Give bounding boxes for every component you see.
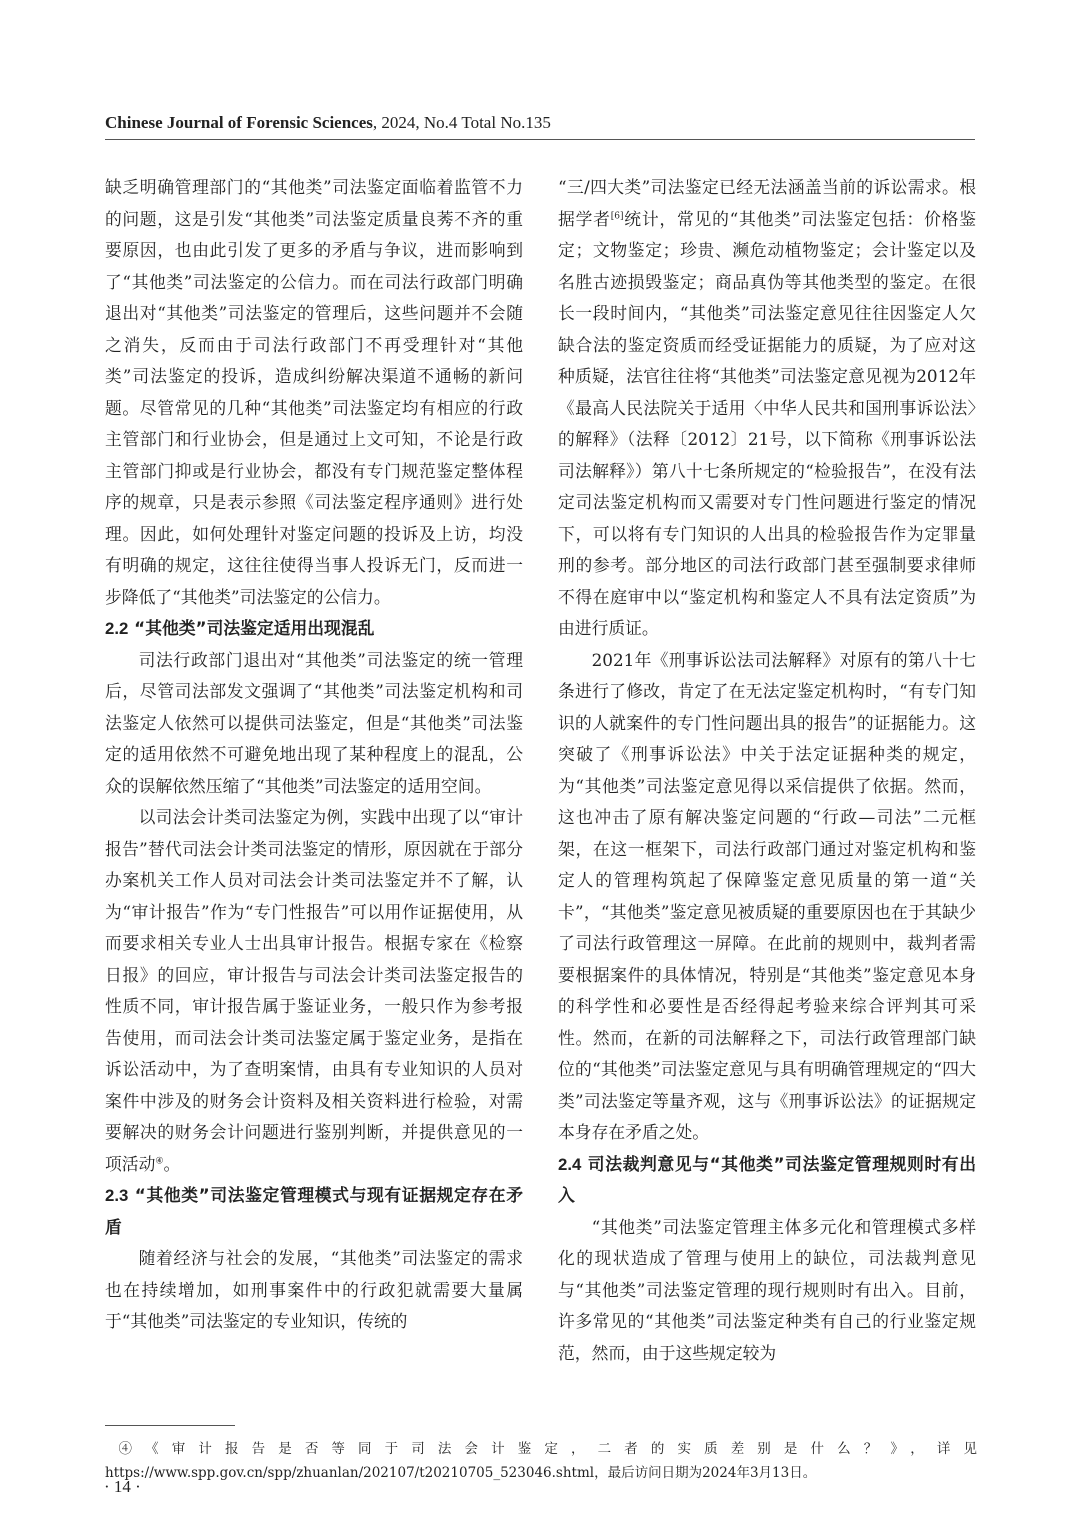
section-title: “其他类”司法鉴定管理模式与现有证据规定存在矛盾 — [105, 1185, 523, 1237]
header-rule — [105, 139, 975, 140]
footnote-ref[interactable]: ④ — [155, 1155, 164, 1166]
section-heading-2-2 — [105, 613, 523, 645]
paragraph-text: 统计，常见的“其他类”司法鉴定包括：价格鉴定；文物鉴定；珍贵、濒危动植物鉴定；会计鉴定以及名胜古迹损毁鉴定；商品真伪等其他类型的鉴定。在很长一段时间内，“其他类”司法鉴定意见往往因鉴定人欠缺合法的鉴定资质而经受证据能力的质疑，为了应对这种质疑，法官往往将“其他类”司法鉴定意见视为2012年《最高人民法院关于适用〈中华人民共和国刑事诉讼法〉的解释》（法释〔2012〕21号，以下简称《刑事诉讼法司法解释》）第八十七条所规定的“检验报告”，在没有法定司法鉴定机构而又需要对专门性问题进行鉴定的情况下，可以将有专门知识的人出具的检验报告作为定罪量刑的参考。部分地区的司法行政部门甚至强制要求律师不得在庭审中以“鉴定机构和鉴定人不具有法定资质”为由进行质证。 — [558, 208, 976, 638]
paragraph: 缺乏明确管理部门的“其他类”司法鉴定面临着监管不力的问题，这是引发“其他类”司法鉴定质量良莠不齐的重要原因，也由此引发了更多的矛盾与争议，进而影响到了“其他类”司法鉴定的公信力。而在司法行政部门明确退出对“其他类”司法鉴定的管理后，这些问题并不会随之消失，反而由于司法行政部门不再受理针对“其他类”司法鉴定的投诉，造成纠纷解决渠道不通畅的新问题。尽管常见的几种“其他类”司法鉴定均有相应的行政主管部门和行业协会，但是通过上文可知，不论是行政主管部门抑或是行业协会，都没有专门规范鉴定整体程序的规章，只是表示参照《司法鉴定程序通则》进行处理。因此，如何处理针对鉴定问题的投诉及上访，均没有明确的规定，这往往使得当事人投诉无门，反而进一步降低了“其他类”司法鉴定的公信力。 — [105, 177, 523, 607]
running-header — [105, 113, 977, 133]
paragraph: 随着经济与社会的发展，“其他类”司法鉴定的需求也在持续增加，如刑事案件中的行政犯就需要大量属于“其他类”司法鉴定的专业知识，传统的 — [105, 1248, 523, 1331]
footnote-rule — [105, 1425, 235, 1426]
section-title: “其他类”司法鉴定适用出现混乱 — [128, 618, 375, 638]
page-number: · 14 · — [104, 1477, 141, 1496]
section-heading-2-4 — [558, 1149, 976, 1212]
paragraph-text: “三/四大类”司法鉴定已经无法涵盖当前的诉讼需求。根据学者 — [558, 177, 976, 229]
section-heading-2-3 — [105, 1180, 523, 1243]
right-column — [558, 172, 976, 1369]
paragraph-end: 。 — [163, 1153, 181, 1174]
paragraph — [558, 172, 976, 645]
section-number: 2.3 — [105, 1186, 129, 1205]
paragraph: 司法行政部门退出对“其他类”司法鉴定的统一管理后，尽管司法部发文强调了“其他类”司法鉴定机构和司法鉴定人依然可以提供司法鉴定，但是“其他类”司法鉴定的适用依然不可避免地出现了某种程度上的混乱，公众的误解依然压缩了“其他类”司法鉴定的适用空间。 — [105, 649, 523, 796]
section-number: 2.4 — [558, 1154, 582, 1174]
paragraph — [105, 802, 523, 1180]
left-column — [105, 172, 523, 1338]
section-number: 2.2 — [105, 619, 129, 638]
footnote — [105, 1437, 977, 1485]
footnote-text: ④《审计报告是否等同于司法会计鉴定，二者的实质差别是什么？》，详见 https://www.spp.gov.cn/spp/zhuanlan/202107/t20210705_523046.shtml，最后访问日期为2024年3月13日。 — [105, 1441, 977, 1481]
issue-info: , 2024, No.4 Total No.135 — [372, 113, 551, 132]
paragraph-text: 以司法会计类司法鉴定为例，实践中出现了以“审计报告”替代司法会计类司法鉴定的情形，原因就在于部分办案机关工作人员对司法会计类司法鉴定并不了解，认为“审计报告”作为“专门性报告”可以用作证据使用，从而要求相关专业人士出具审计报告。根据专家在《检察日报》的回应，审计报告与司法会计类司法鉴定报告的性质不同，审计报告属于鉴证业务，一般只作为参考报告使用，而司法会计类司法鉴定属于鉴定业务，是指在诉讼活动中，为了查明案情，由具有专业知识的人员对案件中涉及的财务会计资料及相关资料进行检验，对需要解决的财务会计问题进行鉴别判断，并提供意见的一项活动 — [105, 807, 523, 1174]
paragraph: 2021年《刑事诉讼法司法解释》对原有的第八十七条进行了修改，肯定了在无法定鉴定机构时，“有专门知识的人就案件的专门性问题出具的报告”的证据能力。这突破了《刑事诉讼法》中关于法定证据种类的规定，为“其他类”司法鉴定意见得以采信提供了依据。然而，这也冲击了原有解决鉴定问题的“行政—司法”二元框架，在这一框架下，司法行政部门通过对鉴定机构和鉴定人的管理构筑起了保障鉴定意见质量的第一道“关卡”，“其他类”鉴定意见被质疑的重要原因也在于其缺少了司法行政管理这一屏障。在此前的规则中，裁判者需要根据案件的具体情况，特别是“其他类”鉴定意见本身的科学性和必要性是否经得起考验来综合评判其可采性。然而，在新的司法解释之下，司法行政管理部门缺位的“其他类”司法鉴定意见与具有明确管理规定的“四大类”司法鉴定等量齐观，这与《刑事诉讼法》的证据规定本身存在矛盾之处。 — [558, 649, 976, 1142]
section-title: 司法裁判意见与“其他类”司法鉴定管理规则时有出入 — [558, 1153, 976, 1205]
journal-title: Chinese Journal of Forensic Sciences — [105, 113, 373, 132]
citation-ref[interactable]: [6] — [610, 210, 624, 221]
paragraph: “其他类”司法鉴定管理主体多元化和管理模式多样化的现状造成了管理与使用上的缺位，司法裁判意见与“其他类”司法鉴定管理的现行规则时有出入。目前，许多常见的“其他类”司法鉴定种类有自己的行业鉴定规范，然而，由于这些规定较为 — [558, 1216, 976, 1363]
